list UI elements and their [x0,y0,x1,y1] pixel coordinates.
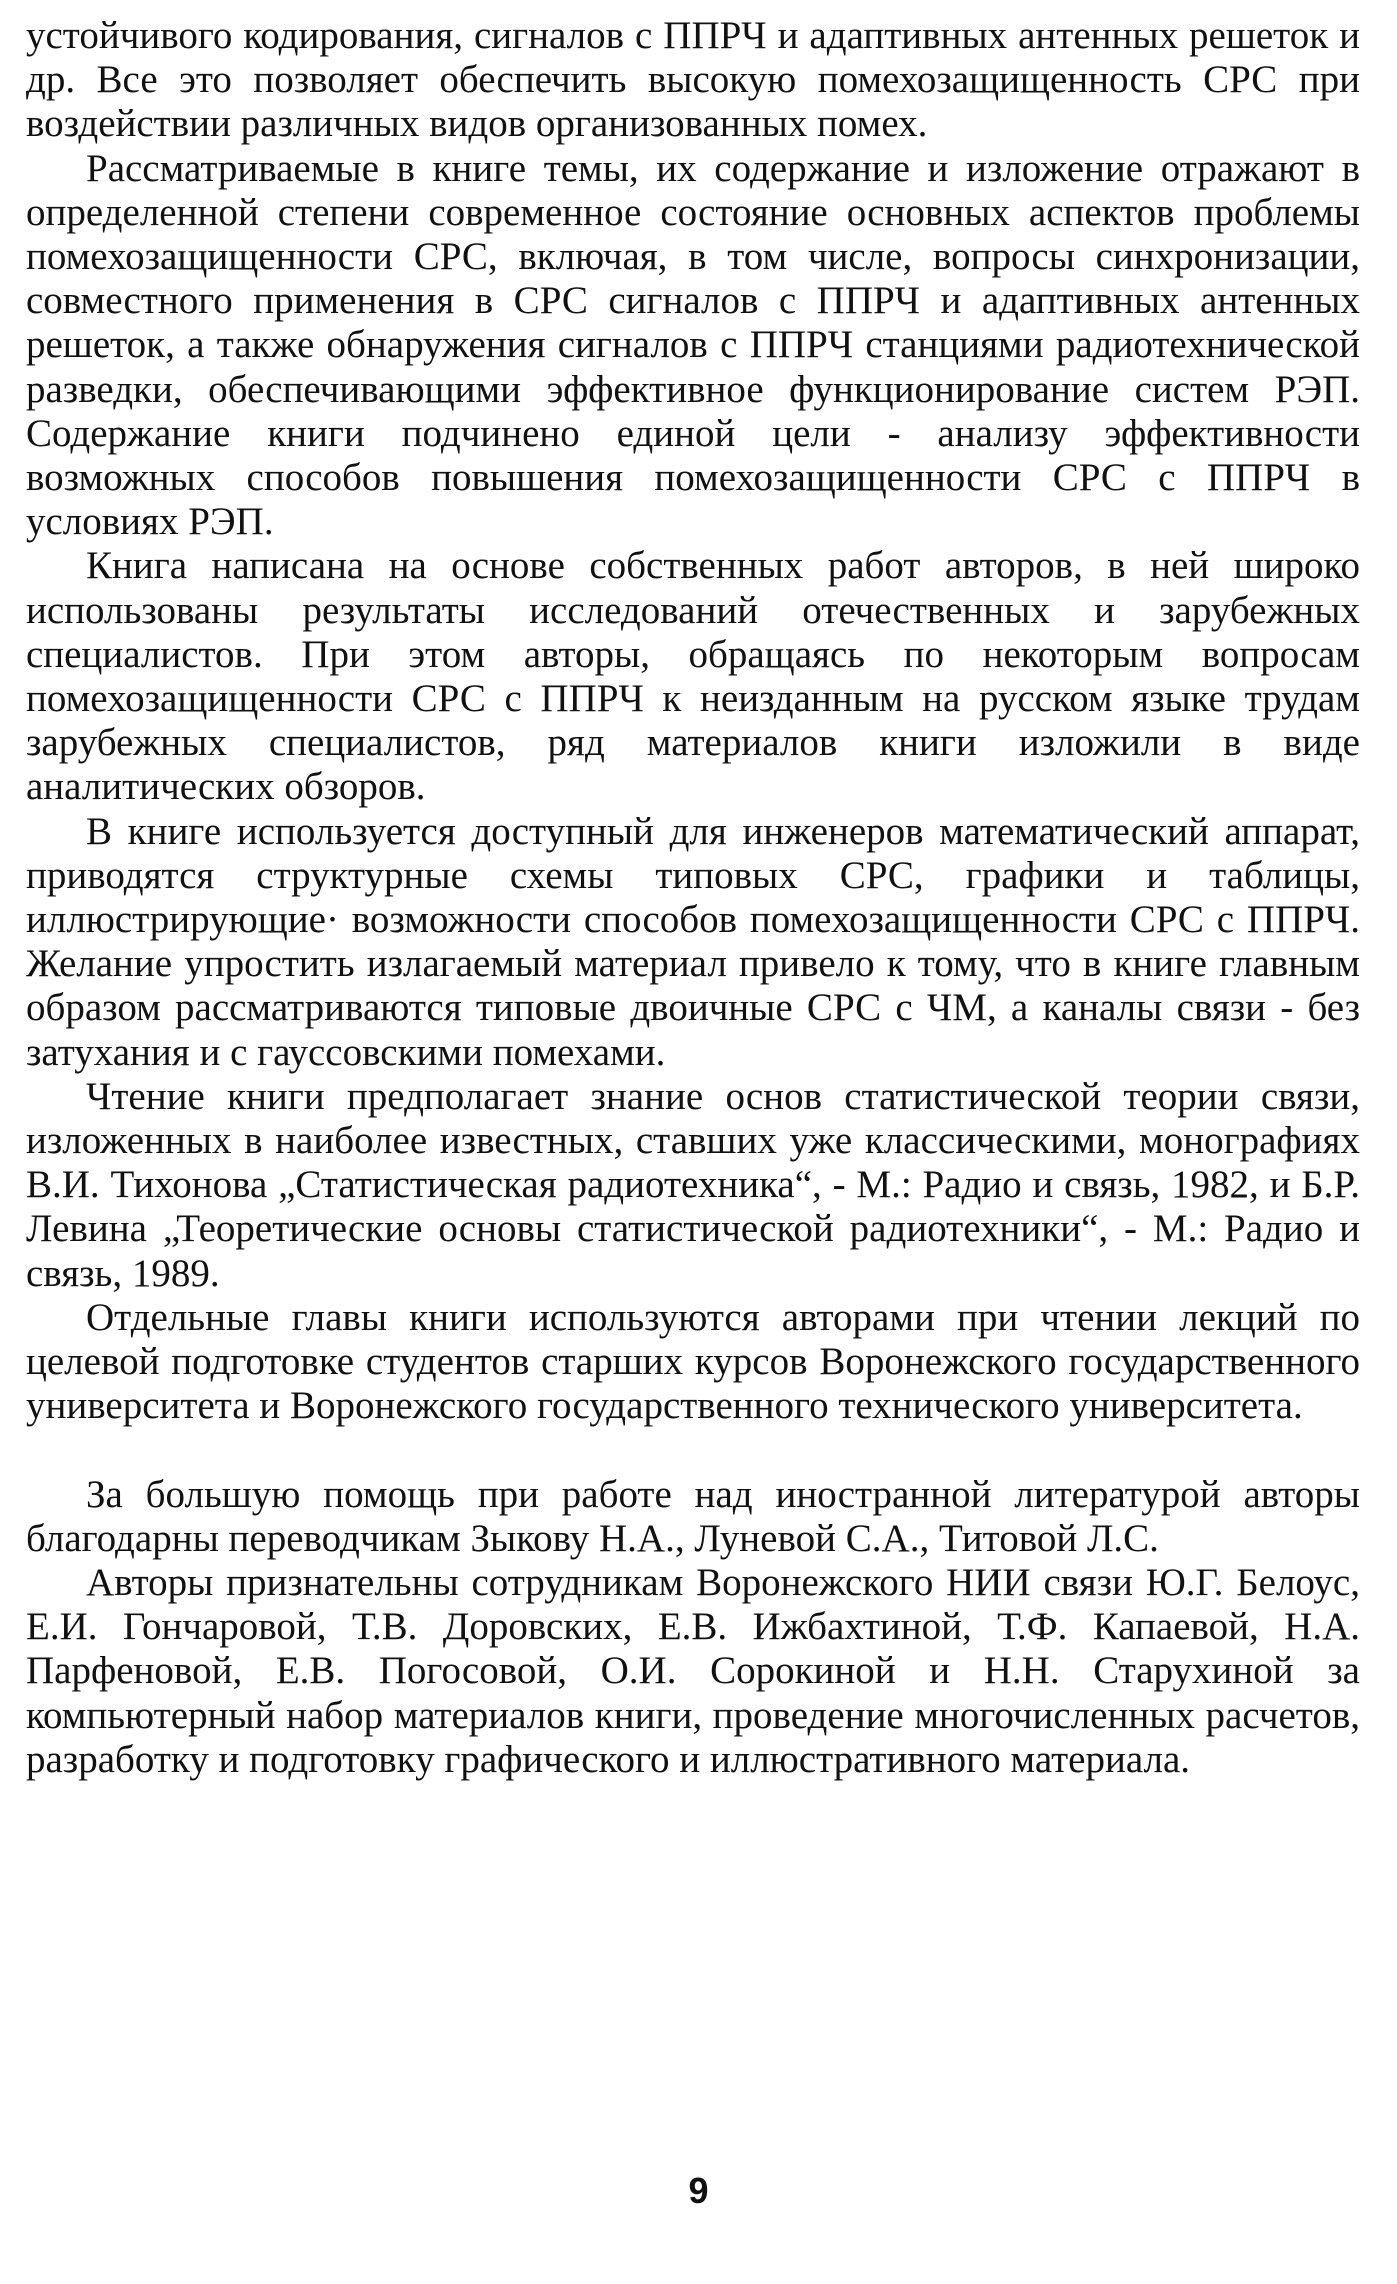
page-number: 9 [688,2170,709,2211]
section-gap [26,1429,1360,1473]
acknowledgement-staff: Авторы признательны сотрудникам Воронежского НИИ связи Ю.Г. Белоус, Е.И. Гончаровой, Т.В. Доровских, Е.В. Ижбахтиной, Т.Ф. Капаевой, Н.А. Парфеновой, Е.В. Погосовой, О.И. Сорокиной и Н.Н. Старухиной за компьютерный набор материалов книги, проведение многочисленных расчетов, разработку и подготовку графического и иллюстративного материала. [26,1560,1360,1781]
paragraph-sources: Книга написана на основе собственных работ авторов, в ней широко использованы результаты исследований отечественных и зарубежных специалистов. При этом авторы, обращаясь по некоторым вопросам помехозащищенности СРС с ППРЧ к неизданным на русском языке трудам зарубежных специалистов, ряд материалов книги изложили в виде аналитических обзоров. [26,544,1360,809]
paragraph-continuation: устойчивого кодирования, сигналов с ППРЧ и адаптивных антенных решеток и др. Все это позволяет обеспечить высокую помехозащищенность СРС при воздействии различных видов организованных помех. [26,14,1360,146]
acknowledgement-translators: За большую помощь при работе над иностранной литературой авторы благодарны переводчикам Зыкову Н.А., Луневой С.А., Титовой Л.С. [26,1472,1360,1560]
paragraph-lectures: Отдельные главы книги используются авторами при чтении лекций по целевой подготовке студентов старших курсов Воронежского государственного университета и Воронежского государственного технического университета. [26,1295,1360,1428]
page-body [26,14,1360,1782]
paragraph-topics: Рассматриваемые в книге темы, их содержание и изложение отражают в определенной степени современное состояние основных аспектов проблемы помехозащищенности СРС, включая, в том числе, вопросы синхронизации, совместного применения в СРС сигналов с ППРЧ и адаптивных антенных решеток, а также обнаружения сигналов с ППРЧ станциями радиотехнической разведки, обеспечивающими эффективное функционирование систем РЭП. Содержание книги подчинено единой цели - анализу эффективности возможных способов повышения помехозащищенности СРС с ППРЧ в условиях РЭП. [26,146,1360,544]
paragraph-prerequisites: Чтение книги предполагает знание основ статистической теории связи, изложенных в наиболее известных, ставших уже классическими, монографиях В.И. Тихонова „Статистическая радиотехника“, - М.: Радио и связь, 1982, и Б.Р. Левина „Теоретические основы статистической радиотехники“, - М.: Радио и связь, 1989. [26,1074,1360,1295]
paragraph-math: В книге используется доступный для инженеров математический аппарат, приводятся структурные схемы типовых СРС, графики и таблицы, иллюстрирующие· возможности способов помехозащищенности СРС с ППРЧ. Желание упростить излагаемый материал привело к тому, что в книге главным образом рассматриваются типовые двоичные СРС с ЧМ, а каналы связи - без затухания и с гауссовскими помехами. [26,809,1360,1074]
